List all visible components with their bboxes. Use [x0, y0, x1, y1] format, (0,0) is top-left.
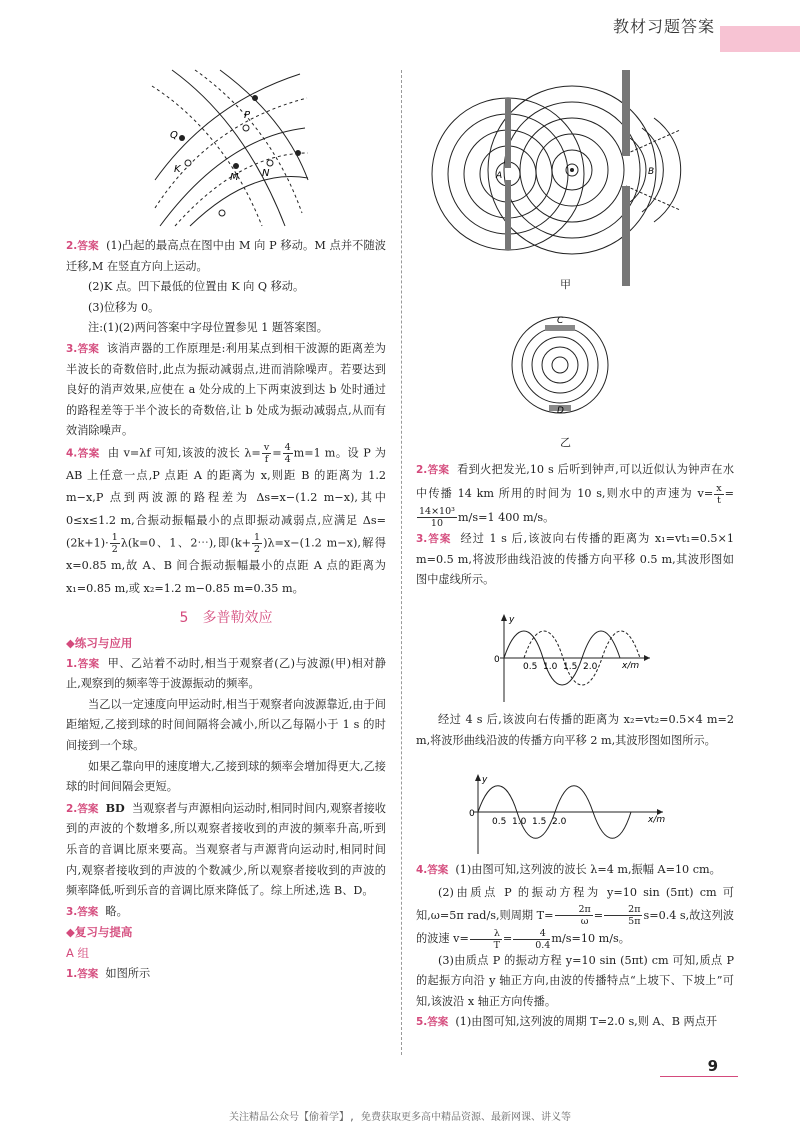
label-P: P	[244, 110, 251, 121]
answer-label: 2.答案	[66, 802, 99, 815]
wave-arc	[220, 70, 308, 180]
point-dot	[233, 163, 239, 169]
answer-label: 2.答案	[66, 240, 99, 252]
answer-label: 2.答案	[416, 464, 450, 476]
right-column-bottom: 4.答案 (1)由图可知,这列波的波长 λ=4 m,振幅 A=10 cm。 (2)由质点 P 的振动方程为 y=10 sin (5πt) cm 可知,ω=5π rad/s,则周期 T= $\frac{2\pi}{\omega}$ = $\frac{2\pi}{5\pi}$ s=0.4 s,故这列波的波速 v= $\frac{\lambda}{T}$ = $\frac{4}{0.4}$ m/s=10 m/s。 (3)由质点 P 的振动方程 y=10 sin (5πt) cm 可知,质点 P 的起振方向沿 y 轴正方向,由波的传播特点“上坡下、下坡上”可知,该波沿 x 轴正方向传播。 5.答案 (1)由图可知,这列波的周期 T=2.0 s,则 A、B 两点开	[416, 863, 734, 1029]
barrier	[622, 186, 630, 286]
barrier	[505, 180, 511, 250]
label-M: M	[230, 172, 239, 183]
answer-label: 1.答案	[66, 967, 99, 980]
page-number-rule	[660, 1076, 738, 1077]
svg-text:x/m: x/m	[648, 815, 666, 825]
left-column: 2.答案 (1)凸起的最高点在图中由 M 向 P 移动。M 点并不随波迁移,M 在竖直方向上运动。 (2)K 点。凹下最低的位置由 K 向 Q 移动。 (3)位移为 0。 注:(1)(2)两问答案中字母位置参见 1 题答案图。 3.答案 该消声器的工作原理是:利用某点到相干波源的距离差为半波长的奇数倍时,此点为振动减弱点,进而消除噪声。若要达到良好的消声效果,应使在 a 处分成的上下两束波到达 b 处时通过的路程差等于半个波长的奇数倍,让 b 处成为振动减弱点,从而有效消除噪声。 4.答案 由 v=λf 可知,该波的波长 λ= $\frac{v}{f}$ = $\frac{4}{4}$ m=1 m。设 P 为 AB 上任意一点,P 点距 A 的距离为 x,则距 B 的距离为 1.2 m−x,P 点到两波源的路程差为 Δs=x−(1.2 m−x),其中 0≤x≤1.2 m,合振动振幅最小的点即振动减弱点,应满足 Δs=(2k+1)· $\frac{1}{2}$ λ(k=0、1、2⋯),即(k+ $\frac{1}{2}$ )λ=x−(1.2 m−x),解得 x=0.85 m,故 A、B 间合振动振幅最小的点距 A 点的距离为 x₁=0.85 m,或 x₂=1.2 m−0.85 m=0.35 m。 5 多普勒效应 ◆练习与应用 1.答案 甲、乙站着不动时,相当于观察者(乙)与波源(甲)相对静止,观察到的频率等于波源振动的频率。 当乙以一定速度向甲运动时,相当于观察者向波源靠近,由于间距缩短,乙接到球的时间间隔将会减小,所以乙每隔小于 1 s 的时间接到一个球。 如果乙靠向甲的速度增大,乙接到球的频率会增加得更大,乙接球的时间间隔会更短。 2.答案 BD 当观察者与声源相向运动时,相同时间内,观察者接收到的声波的个数增多,所以观察者接收到的声波的频率升高,听到乐音的音调比原来要高。当观察者与声源背向运动时,相同时间内,观察者接收到的声波的个数减少,所以观察者接收到的声波的频率降低,听到乐音的音调比原来降低了。综上所述,选 B、D。 3.答案 略。 ◆复习与提高 A 组 1.答案 如图所示	[66, 239, 386, 980]
answer-label: 4.答案	[66, 447, 100, 460]
tick-label: 1.5	[563, 662, 578, 672]
tick-label: 1.0	[543, 662, 558, 672]
footer-text: 关注精品公众号【偷着学】, 免费获取更多高中精品资源、最新网课、讲义等	[228, 1112, 572, 1123]
right-column-top: 2.答案 看到火把发光,10 s 后听到钟声,可以近似认为钟声在水中传播 14 km 所用的时间为 10 s,则水中的声速为 v= $\frac{x}{t}$ = $\frac{\text{14×10³}}{10}$ m/s=1 400 m/s。 3.答案 经过 1 s 后,该波向右传播的距离为 x₁=vt₁=0.5×1 m=0.5 m,将波形曲线沿波的传播方向平移 0.5 m,其波形图如图中虚线所示。	[416, 463, 735, 587]
svg-text:x/m: x/m	[622, 661, 640, 671]
column-divider	[401, 70, 402, 1055]
label-N: N	[262, 168, 270, 179]
label-B: B	[648, 167, 655, 177]
right-column-mid: 经过 4 s 后,该波向右传播的距离为 x₂=vt₂=0.5×4 m=2 m,将波形曲线沿波的传播方向平移 2 m,其波形图如图所示。	[416, 713, 734, 747]
tick-label: 1.5	[532, 817, 547, 827]
header-title: 教材习题答案	[612, 17, 715, 36]
svg-text:y: y	[509, 615, 515, 625]
section-title: 5 多普勒效应	[179, 610, 273, 627]
figure-jia	[430, 68, 690, 298]
tick-label: 0.5	[523, 662, 538, 672]
point-dot-hollow	[243, 125, 249, 131]
barrier	[622, 70, 630, 156]
subsection-heading: ◆复习与提高	[66, 925, 133, 940]
page-number: 9	[707, 1057, 718, 1075]
point-dot	[252, 95, 258, 101]
label-K: K	[174, 164, 181, 175]
figure-caption: 乙	[560, 436, 571, 449]
tick-label: 2.0	[583, 662, 598, 672]
point-dot-hollow	[185, 160, 191, 166]
point-dot	[179, 135, 185, 141]
wave-arc-dashed	[155, 98, 307, 208]
tick-label: 2.0	[552, 817, 567, 827]
answer-label: 5.答案	[416, 1016, 449, 1029]
figure-caption: 甲	[560, 278, 571, 291]
wave-arc	[172, 70, 285, 226]
wave-graph-1	[490, 612, 660, 707]
answer-label: 3.答案	[416, 533, 452, 545]
label-A: A	[496, 171, 503, 181]
point-dot-hollow	[219, 210, 225, 216]
wave-interference-figure	[150, 68, 310, 228]
svg-text:y: y	[482, 775, 488, 785]
label-Q: Q	[170, 130, 178, 141]
tick-label: 1.0	[512, 817, 527, 827]
answer-label: 3.答案	[66, 905, 99, 918]
point-dot	[295, 150, 301, 156]
wave-graph-2	[468, 772, 673, 857]
label-D: D	[557, 406, 564, 416]
wave-arc-dashed	[175, 153, 308, 226]
barrier	[505, 98, 511, 168]
tick-label: 0.5	[492, 817, 507, 827]
subsection-heading: ◆练习与应用	[66, 636, 133, 651]
label-C: C	[557, 316, 564, 326]
wave-arc-dashed	[152, 86, 262, 226]
svg-text:0: 0	[494, 655, 500, 665]
answer-label: 3.答案	[66, 342, 100, 355]
header-tab-decoration	[720, 26, 800, 52]
svg-text:0: 0	[469, 809, 475, 819]
figure-yi	[505, 305, 615, 425]
point-dot-hollow	[267, 160, 273, 166]
answer-label: 1.答案	[66, 657, 100, 670]
answer-label: 4.答案	[416, 864, 449, 876]
group-heading: A 组	[66, 945, 90, 960]
